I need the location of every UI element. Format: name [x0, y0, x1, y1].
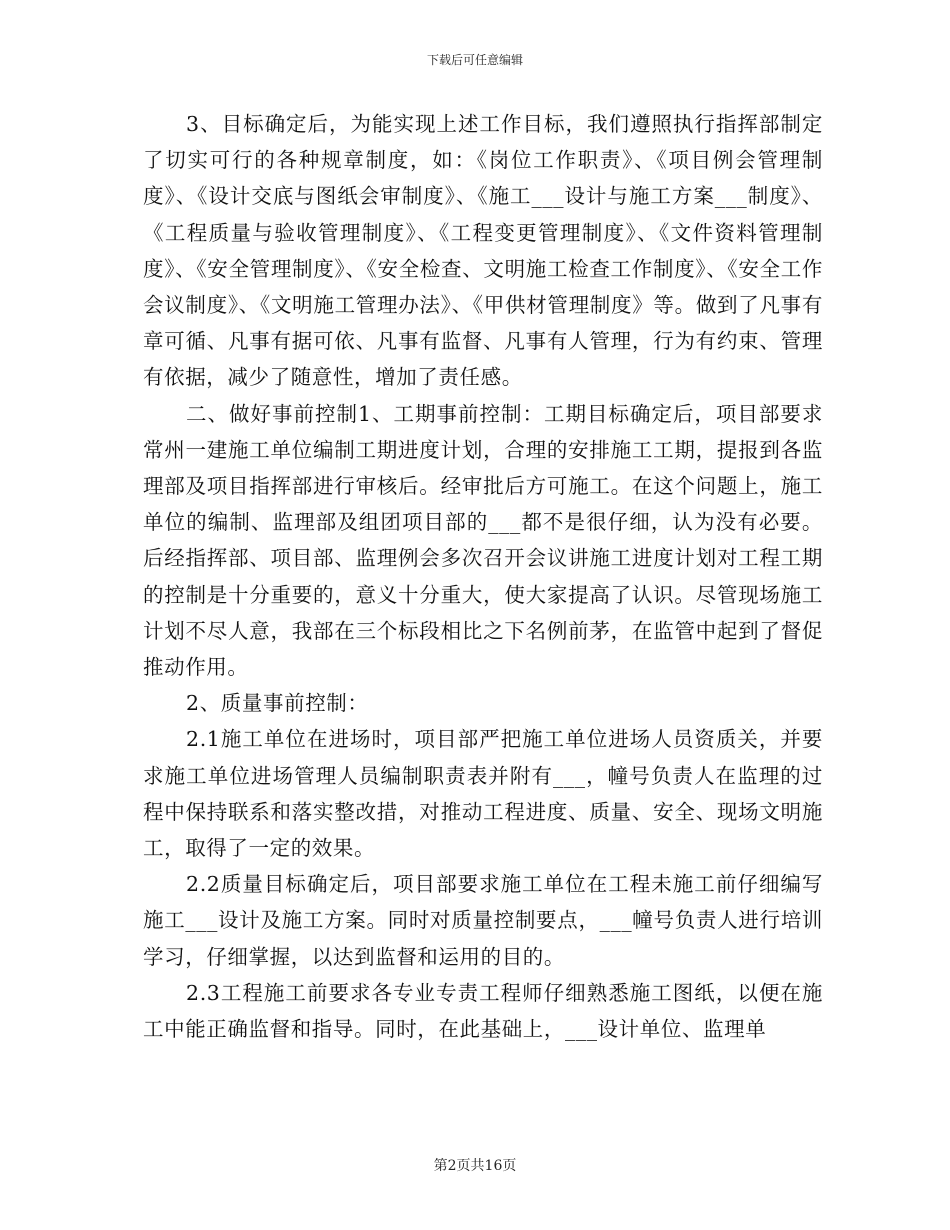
page-footer: 第2页共16页 [433, 1158, 517, 1174]
paragraph-schedule-control: 二、做好事前控制1、工期事前控制：工期目标确定后，项目部要求常州一建施工单位编制工期进度计划，合理的安排施工工期，提报到各监理部及项目指挥部进行审核后。经审批后方可施工。在这个问题上，施工单位的编制、监理部及组团项目部的___都不是很仔细，认为没有必要。后经指挥部、项目部、监理例会多次召开会议讲施工进度计划对工程工期的控制是十分重要的，意义十分重大，使大家提高了认识。尽管现场施工计划不尽人意，我部在三个标段相比之下名例前茅，在监管中起到了督促推动作用。 [143, 401, 823, 680]
paragraph-regulations: 3、目标确定后，为能实现上述工作目标，我们遵照执行指挥部制定了切实可行的各种规章制度，如：《岗位工作职责》、《项目例会管理制度》、《设计交底与图纸会审制度》、《施工___设计与施工方案___制度》、《工程质量与验收管理制度》、《工程变更管理制度》、《文件资料管理制度》、《安全管理制度》、《安全检查、文明施工检查工作制度》、《安全工作会议制度》、《文明施工管理办法》、《甲供材管理制度》等。做到了凡事有章可循、凡事有据可依、凡事有监督、凡事有人管理，行为有约束、管理有依据，减少了随意性，增加了责任感。 [143, 112, 823, 390]
paragraph-quality-heading: 2、质量事前控制： [186, 691, 369, 716]
page-header: 下载后可任意编辑 [426, 53, 523, 67]
paragraph-quality-2-3: 2.3工程施工前要求各专业专责工程师仔细熟悉施工图纸，以便在施工中能正确监督和指导。同时，在此基础上，___设计单位、监理单 [143, 980, 823, 1042]
document-body [143, 106, 823, 1047]
paragraph-quality-2-2: 2.2质量目标确定后，项目部要求施工单位在工程未施工前仔细编写施工___设计及施工方案。同时对质量控制要点，___幢号负责人进行培训学习，仔细掌握，以达到监督和运用的目的。 [143, 872, 823, 969]
paragraph-quality-2-1: 2.1施工单位在进场时，项目部严把施工单位进场人员资质关，并要求施工单位进场管理人员编制职责表并附有___，幢号负责人在监理的过程中保持联系和落实整改措，对推动工程进度、质量、安全、现场文明施工，取得了一定的效果。 [143, 727, 823, 861]
